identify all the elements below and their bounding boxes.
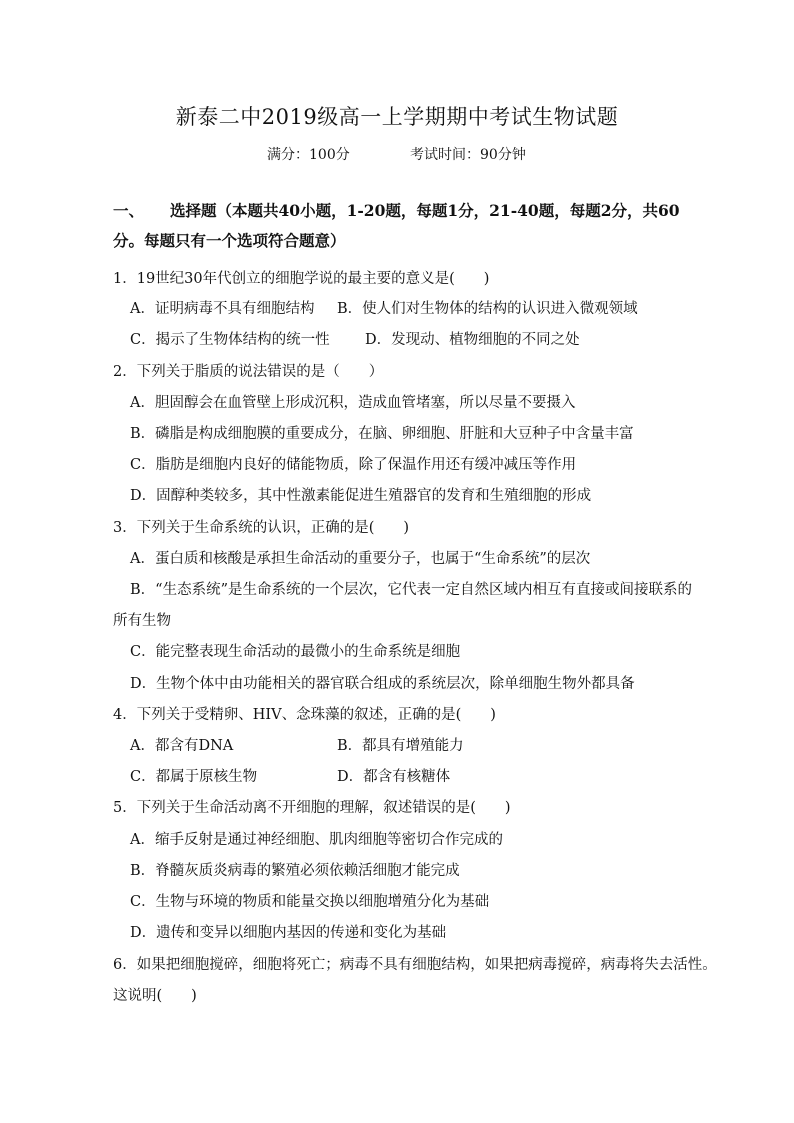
question-5-stem: 5．下列关于生命活动离不开细胞的理解，叙述错误的是( ) <box>113 800 511 816</box>
question-1-option-b: B．使人们对生物体的结构的认识进入微观领域 <box>337 301 638 317</box>
page-title: 新泰二中2019级高一上学期期中考试生物试题 <box>175 105 619 129</box>
question-1-option-a: A．证明病毒不具有细胞结构 <box>130 301 315 317</box>
question-3-option-d: D．生物个体中由功能相关的器官联合组成的系统层次，除单细胞生物外都具备 <box>130 676 635 692</box>
question-3-option-a: A．蛋白质和核酸是承担生命活动的重要分子，也属于“生命系统”的层次 <box>130 551 591 567</box>
question-4-stem: 4．下列关于受精卵、HIV、念珠藻的叙述，正确的是( ) <box>113 707 496 723</box>
question-3-option-b-line1: B．“生态系统”是生命系统的一个层次，它代表一定自然区域内相互有直接或间接联系的 <box>130 582 692 598</box>
question-4-option-b: B．都具有增殖能力 <box>337 738 464 754</box>
question-5-option-d: D．遗传和变异以细胞内基因的传递和变化为基础 <box>130 925 447 941</box>
question-6-stem-line2: 这说明( ) <box>113 988 197 1004</box>
question-1-option-c: C．揭示了生物体结构的统一性 <box>130 332 330 348</box>
question-3-option-c: C．能完整表现生命活动的最微小的生命系统是细胞 <box>130 644 461 660</box>
question-6-stem-line1: 6．如果把细胞搅碎，细胞将死亡；病毒不具有细胞结构，如果把病毒搅碎，病毒将失去活性。 <box>113 957 717 973</box>
question-1-stem: 1．19世纪30年代创立的细胞学说的最主要的意义是( ) <box>113 271 490 287</box>
question-2-option-c: C．脂肪是细胞内良好的储能物质，除了保温作用还有缓冲减压等作用 <box>130 457 577 473</box>
question-5-option-a: A．缩手反射是通过神经细胞、肌肉细胞等密切合作完成的 <box>130 832 503 848</box>
question-2-option-a: A．胆固醇会在血管壁上形成沉积，造成血管堵塞，所以尽量不要摄入 <box>130 395 576 411</box>
section-instructions-line2: 分。每题只有一个选项符合题意） <box>113 231 346 250</box>
question-1-option-d: D．发现动、植物细胞的不同之处 <box>365 332 580 348</box>
question-3-option-b-line2: 所有生物 <box>113 613 171 629</box>
section-instructions-line1: 选择题（本题共40小题，1-20题，每题1分，21-40题，每题2分，共60 <box>170 201 680 220</box>
question-4-option-a: A．都含有DNA <box>130 738 234 754</box>
question-2-option-b: B．磷脂是构成细胞膜的重要成分，在脑、卵细胞、肝脏和大豆种子中含量丰富 <box>130 426 634 442</box>
question-2-option-d: D．固醇种类较多，其中性激素能促进生殖器官的发育和生殖细胞的形成 <box>130 488 592 504</box>
question-3-stem: 3．下列关于生命系统的认识，正确的是( ) <box>113 520 410 536</box>
full-score: 满分：100分 <box>267 147 350 163</box>
question-5-option-b: B．脊髓灰质炎病毒的繁殖必须依赖活细胞才能完成 <box>130 863 460 879</box>
exam-time: 考试时间：90分钟 <box>410 147 526 163</box>
question-2-stem: 2．下列关于脂质的说法错误的是（ ） <box>113 364 384 380</box>
question-4-option-d: D．都含有核糖体 <box>337 769 451 785</box>
question-4-option-c: C．都属于原核生物 <box>130 769 258 785</box>
question-5-option-c: C．生物与环境的物质和能量交换以细胞增殖分化为基础 <box>130 894 490 910</box>
section-number: 一、 <box>113 201 145 220</box>
